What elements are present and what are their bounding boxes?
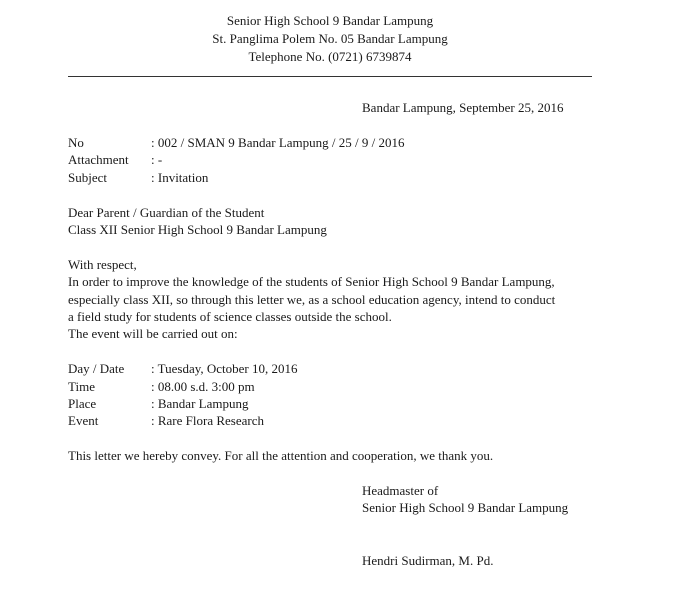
body-line-1: In order to improve the knowledge of the students of Senior High School 9 Bandar Lampung,: [68, 274, 555, 289]
body-line-4: The event will be carried out on:: [68, 326, 238, 341]
event-value-date: : Tuesday, October 10, 2016: [151, 361, 298, 376]
closing-sentence: This letter we hereby convey. For all the attention and cooperation, we thank you.: [68, 448, 494, 463]
event-value-event: : Rare Flora Research: [151, 413, 264, 428]
event-label-place: Place: [68, 396, 97, 411]
recipient-line-2: Class XII Senior High School 9 Bandar Lampung: [68, 222, 327, 237]
meta-value-no: : 002 / SMAN 9 Bandar Lampung / 25 / 9 / 2016: [151, 135, 405, 150]
meta-label-subject: Subject: [68, 170, 107, 185]
meta-value-subject: : Invitation: [151, 170, 209, 185]
event-value-place: : Bandar Lampung: [151, 396, 249, 411]
meta-label-no: No: [68, 135, 84, 150]
signature-school: Senior High School 9 Bandar Lampung: [362, 500, 569, 515]
meta-value-attachment: : -: [151, 152, 163, 167]
date-line: Bandar Lampung, September 25, 2016: [362, 100, 564, 115]
meta-label-attachment: Attachment: [68, 152, 129, 167]
body-line-2: especially class XII, so through this letter we, as a school education agency, intend to conduct: [68, 292, 556, 307]
letterhead-divider: [68, 76, 592, 77]
event-label-time: Time: [68, 379, 95, 394]
signature-title: Headmaster of: [362, 483, 439, 498]
event-label-date: Day / Date: [68, 361, 125, 376]
event-label-event: Event: [68, 413, 99, 428]
event-value-time: : 08.00 s.d. 3:00 pm: [151, 379, 255, 394]
signature-name: Hendri Sudirman, M. Pd.: [362, 553, 494, 568]
recipient-line-1: Dear Parent / Guardian of the Student: [68, 205, 265, 220]
greeting: With respect,: [68, 257, 137, 272]
letterhead-address: St. Panglima Polem No. 05 Bandar Lampung: [212, 31, 448, 46]
letterhead-school-name: Senior High School 9 Bandar Lampung: [226, 13, 434, 28]
letterhead-telephone: Telephone No. (0721) 6739874: [248, 49, 412, 64]
body-line-3: a field study for students of science classes outside the school.: [68, 309, 392, 324]
